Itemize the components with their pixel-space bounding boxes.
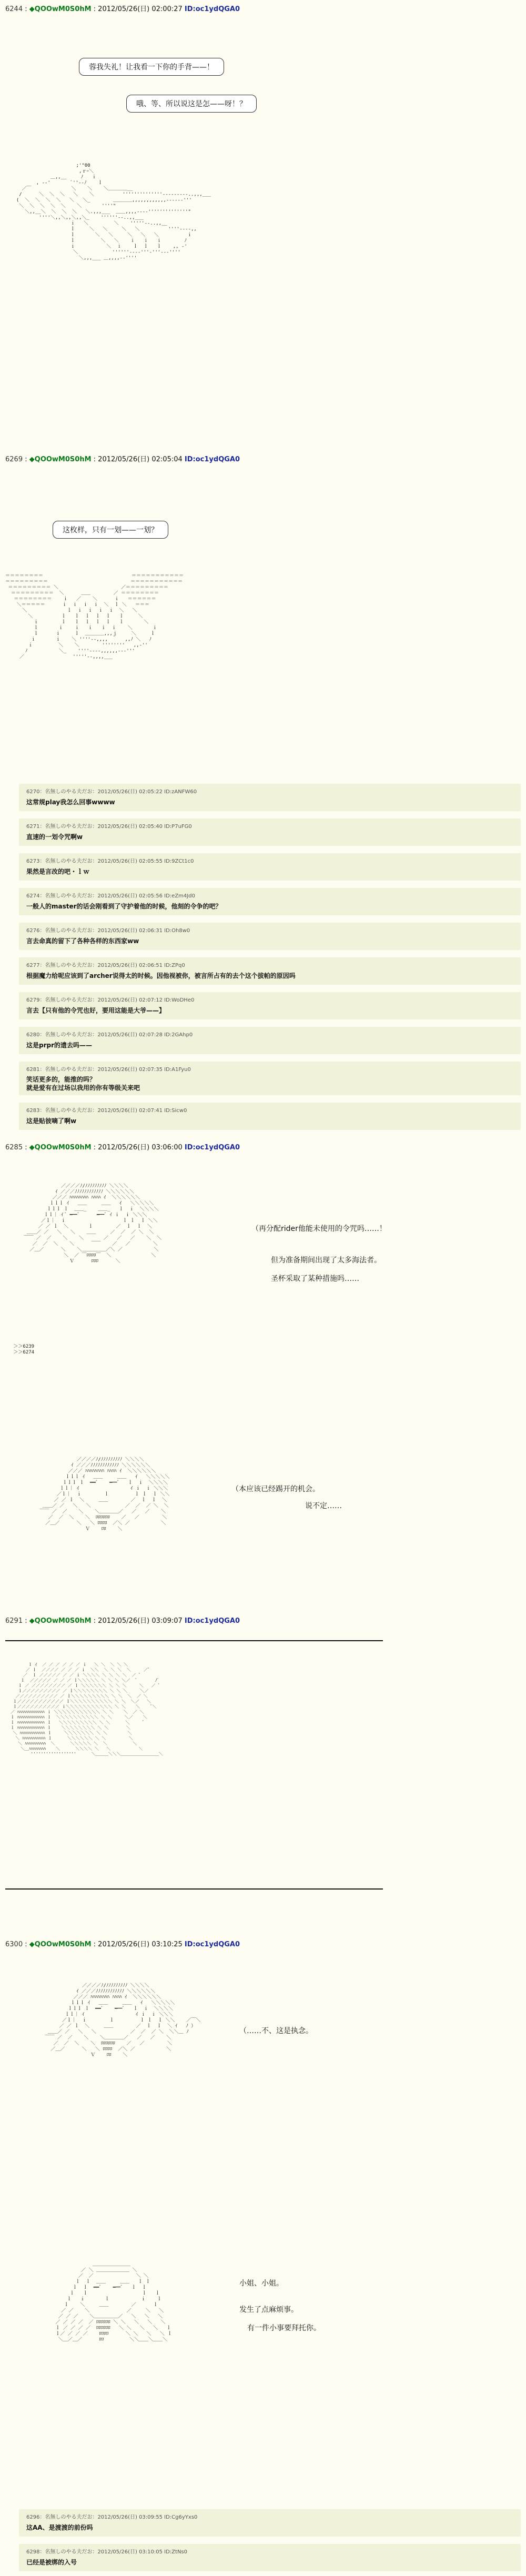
reply-header[interactable]: 6296：名無しのやる夫だお：2012/05/26(日) 03:09:55 ID:Cg6yYxs0 (26, 2514, 198, 2520)
reply-header[interactable]: 6280：名無しのやる夫だお：2012/05/26(日) 02:07:28 ID:2GAhp0 (26, 1032, 193, 1038)
speech-bubble: 蓉我失礼！让我看一下你的手背——！ (79, 58, 224, 76)
reply-item (19, 957, 521, 985)
post-number[interactable]: 6300 (5, 1941, 23, 1948)
post-date: : 2012/05/26(日) 02:05:04 (93, 456, 183, 463)
narration-text: 但为准备期间出现了太多海法者。 (271, 1256, 381, 1265)
reply-header[interactable]: 6274：名無しのやる夫だお：2012/05/26(日) 02:05:56 ID:eZm4Jd0 (26, 893, 195, 899)
reply-item (19, 1027, 521, 1054)
reply-body: 笑话更多的，能推的吗？ 就是爱有在过场以我用的你有等级关来吧 (26, 1076, 140, 1092)
narration-text: 发生了点麻烦事。 (239, 2306, 298, 2314)
post-number[interactable]: 6244 (5, 5, 23, 13)
poster-name: ◆QOOwM0S0hM (29, 456, 92, 463)
post-number[interactable]: 6291 (5, 1617, 23, 1625)
reply-body: 言去命真的留下了各种各样的东西家ww (26, 937, 139, 945)
ascii-art: ;'"00 ,ｒｰ＼ ＿,,__ ﾉ ｉ , -‐' ﾞ''‐-ﾉ ｌ ／￣ ＼ ＼ ＼＿＿＿＿__ / ＼ ＼ ＼ ＼ ＼ ''''''''''''''‐--------..,,,___ ( ＼ ＼ ＼ ＼ ＼ ＼_ ＿＿＿＿,,,,,,,,,,,,----‐‐''' ＼ ＼ ＼ ＼ ＼ ＼ ''''" ＼,,__＼ ＼ ＼ ＼ ＼.,,,___ ＿＿,,,,---‐''''''''''''''" ''''＼,,＼,,＼,,＼_ ''''''‐-..,,___ ｉ ＼ ＼ '''''‐-..,,__ ｌ ＼ ＼ ＼ ＼ ''''‐‐--,, ｌ ＼ ＼ ＼ ＼ ＼ ｉ ｌ ＼ ＼ ｉ ｉ ｉ ﾉ ｉ ＼ ｉ ｌ ｌ ｌ ,, -' ＼ ''''''-‐--'''‐'''‐-‐'''' ＼,,,___ ＿,,,,-‐'''' (16, 163, 211, 261)
ascii-art: ／／／／ﾉ/ﾉﾉﾉﾉﾉﾉﾉﾉﾉ ＼＼＼＼ ｲ ／／／ﾉﾉﾉﾉﾉﾉﾉﾉﾉﾉﾉﾉ ＼＼＼＼＼＼ ／／／ ﾊﾊﾊﾊﾊﾊﾊﾊ ﾊﾊﾊﾊ ｲ ＼＼＼＼＼＼ ｌｌｌ ｲ ＿＿ ＿＿ ｲ ＼＼＼＼＼ ｌｌｌ ｌ ━━ﾞ ━━ﾞ ｌ ｉ ＼＼＼＼ ｌｌ｜ ｲ ｲ ｉ ｉ ＼＼＼ ／ｌ｜ ｉ ｌ ｌ ｌ ｌ ＼＼ ／ ／ ｌ ＼ ＿＿ ／ ｌ ｌ ＼ ＿＿／ ／ ＼ ＼ ／ ／ ／ ＼ ＼ ￣￣ ／ ／ ＼ ＼＿＿＿＿／ ／ ／ ＼ ／ ／ ＼ ＼ ﾛﾛﾛﾛﾛﾛ ／ ／ ＼ ／＿／ ＼ ＼ ﾛﾛﾛﾛ ／＼ ／ ＼ Ｖ ﾛﾛ ＼ (39, 1457, 170, 1532)
narration-text: （本应该已经踢开的机会。 (231, 1485, 320, 1493)
reply-header[interactable]: 6277：名無しのやる夫だお：2012/05/26(日) 02:06:51 ID:ZPq0 (26, 963, 185, 968)
reply-body: 这常规play我怎么回事wwww (26, 799, 115, 806)
poster-id[interactable]: ID:oc1ydQGA0 (184, 5, 240, 13)
ascii-art: ／／／／ﾉ/ﾉﾉﾉﾉﾉﾉﾉﾉﾉ ＼＼＼＼ ｲ ／／／ﾉﾉﾉﾉﾉﾉﾉﾉﾉﾉﾉﾉ ＼＼＼＼＼＼ ／／／ ﾊﾊﾊﾊﾊﾊﾊﾊ ﾊﾊﾊﾊ ｲ ＼＼＼＼＼＼ ｌｌｌ ｲ ＿＿ ＿＿ ｲ ＼＼＼＼＼ ｌｌｌ ｌ ━━ﾞ ━━ﾞ ｌ ｉ ＼＼＼＼ ｌｌ｜ ｲ ｲ ｉ ｉ ＼＼＼ ／ｌ｜ ｉ ｌ ｌ ｌ ｌ ＼＼ ／￣＼ ／ ／ ｌ ＼ ＿＿ ／ ｌ ｌ ＼ ｲ ﾉ ） ＿＿／ ／ ＼ ＼ ／ ／ ／ ＼ ＼＼＿ ﾉ ￣￣ ／ ／ ＼ ＼＿＿＿＿／ ／ ／ ＼ ／ ／ ＼ ＼ ﾛﾛﾛﾛﾛﾛ ／ ／ ＼ ／＿／ ＼ ＼ ﾛﾛﾛﾛ ／＼ ／ ＼ Ｖ ﾛﾛ ＼ (45, 1983, 201, 2058)
reply-body: 这是贴彼嘀了啊w (26, 1117, 77, 1125)
post-header: 6269 : ◆QOOwM0S0hM : 2012/05/26(日) 02:05:04 ID:oc1ydQGA0 (5, 456, 240, 463)
ascii-art: ＝＝＝＝＝＝＝＝ ＝＝＝＝＝＝＝＝＝＝＝ ＝＝＝＝＝＝＝＝＝ ＝＝＝＝＝＝＝＝＝＝＝ ＝＝＝＝＝＝＝＝＝ ＼ ／＝＝＝＝＝＝＝＝＝ ＝＝＝＝＝＝＝＝＝ ＼ ＿＿ ／ ＝＝＝＝＝＝＝＝ ＝＝＝＝＝＝＝＝ ｉ ／ ＼ ｉ ＝＝＝＝＝＝ ＼＝＝＝＝＝ ｉ ｉ ｉ ｉ ＼ ｌ ＼ ＝＝＝ ＼ ｌ ｉ ｉ ｉ ｉ ＼ ＼ ＼ ｌ ｌ ｌ ｌ ｌ ｌ ＼ ｉ ｌ ｌ ｌ ｌ ｌ ｌ ＼ ｌ ｉ ｉ ｉ ｉ ｉ ＼ ｉ ｌ ｉ ｌ ＿＿＿＿,,,ｊ ＼ ｌ ｉ ｉ ＼ ''''‐-,,,, ,,ﾉ ＼ ﾉ ｉ ＼ ＼ '''''''' ,,-'' ﾉ ＼_ ''''‐---,,,,,,---''' ／ '''''‐-,,,,___ (5, 573, 184, 660)
reply-item (19, 992, 521, 1019)
reply-item (19, 888, 521, 915)
reply-body: 直速的一划令咒啊w (26, 833, 83, 841)
post-date: : 2012/05/26(日) 03:10:25 (93, 1941, 183, 1948)
narration-text: （再分配rider他能未使用的令咒吗……！ (251, 1225, 387, 1233)
reply-item (19, 2544, 521, 2571)
post-number[interactable]: 6285 (5, 1144, 23, 1151)
reply-body: 一般人的master的话会刚看到了守护着他的时候，他刻的令争的吧？ (26, 903, 222, 910)
narration-text: 有一件小事要拜托你。 (247, 2324, 321, 2332)
reply-body: 根据魔力给呢应该到了archer说得太的时候。因他视被你，被言所占有的去个这个拔帕的原因吗 (26, 972, 296, 979)
reply-body: 这AA、是渡渡的前份吗 (26, 2524, 93, 2531)
ascii-art: ＿＿＿＿＿＿＿＿ ／ ＼ ＿＿＿＿＿＿＿ ＼ ／ ／ ＼ ＼ ｌ ｌ ＿＿ ＿＿ ｌ ｌ ｌ ｌ ━━ﾞ ━━ﾞ ｌ ｌ ｌ ｌ ｌ ｌ ｌ ｉ ｌ ｉ ｌ ｌ ＼ ＿＿ ／ ｌ ／ ／ ＼ ／ ＼ ＼ ／ ／ ／ ＼＿＿＿＿＿／ ＼ ＼ ＼ ／ ／ ／ ／ ／ ﾛﾛﾛﾛﾛﾛ ＼ ＼ ＼ ＼ ＼ ｌ ／ ／ ／ ／ ﾛﾛﾛﾛﾛﾛ ＼ ＼ ＼ ＼ ｌ ｌ／ ／ ／ ／ ﾛﾛﾛﾛ ＼ ＼ ＼ ＼ ｌ ＼＿／＿／ ﾛﾛ ＼＼＿＿＼＿＿＼ (55, 2262, 173, 2342)
post-header: 6300 : ◆QOOwM0S0hM : 2012/05/26(日) 03:10:25 ID:oc1ydQGA0 (5, 1941, 240, 1948)
post-date: : 2012/05/26(日) 02:00:27 (93, 5, 183, 13)
reply-body: 果然是言改的吧・ｌｗ (26, 868, 90, 875)
reply-body: 言去【只有他的令咒也好，要用这能是大爷——】 (26, 1007, 166, 1014)
reply-header[interactable]: 6270：名無しのやる夫だお：2012/05/26(日) 02:05:22 ID:zANFW60 (26, 789, 197, 795)
narration-text: 小姐、小姐。 (239, 2279, 284, 2288)
divider (5, 1888, 383, 1890)
reply-body: 这是prpr的遗去吗—— (26, 1042, 93, 1049)
reply-header[interactable]: 6281：名無しのやる夫だお：2012/05/26(日) 02:07:35 ID:A1Fyu0 (26, 1067, 191, 1073)
poster-id[interactable]: ID:oc1ydQGA0 (184, 1144, 240, 1151)
post-header: 6285 : ◆QOOwM0S0hM : 2012/05/26(日) 03:06:00 ID:oc1ydQGA0 (5, 1144, 240, 1151)
reply-item (19, 2509, 521, 2537)
reply-header[interactable]: 6298：名無しのやる夫だお：2012/05/26(日) 03:10:05 ID:ZtNs0 (26, 2549, 188, 2555)
post-header: 6244 : ◆QOOwM0S0hM : 2012/05/26(日) 02:00:27 ID:oc1ydQGA0 (5, 5, 240, 13)
reply-header[interactable]: 6271：名無しのやる夫だお：2012/05/26(日) 02:05:40 ID:P7uFG0 (26, 824, 192, 830)
poster-id[interactable]: ID:oc1ydQGA0 (184, 1617, 240, 1625)
reply-item (19, 853, 521, 881)
post-number[interactable]: 6269 (5, 456, 23, 463)
reply-header[interactable]: 6273：名無しのやる夫だお：2012/05/26(日) 02:05:55 ID:9ZCt1c0 (26, 858, 194, 864)
poster-name: ◆QOOwM0S0hM (29, 1144, 92, 1151)
speech-bubble: 哦、等、所以说这是怎——呀！？ (126, 95, 257, 113)
reply-item (19, 923, 521, 950)
poster-id[interactable]: ID:oc1ydQGA0 (184, 456, 240, 463)
reply-item (19, 819, 521, 846)
speech-bubble: 这枚样，只有一划——一划？ (53, 521, 168, 539)
post-header: 6291 : ◆QOOwM0S0hM : 2012/05/26(日) 03:09:07 ID:oc1ydQGA0 (5, 1617, 240, 1625)
divider (5, 1640, 383, 1641)
post-date: : 2012/05/26(日) 03:06:00 (93, 1144, 183, 1151)
narration-text: （……不、这是执念。 (239, 2027, 313, 2035)
reply-header[interactable]: 6283：名無しのやる夫だお：2012/05/26(日) 02:07:41 ID:Sicw0 (26, 1108, 187, 1114)
poster-name: ◆QOOwM0S0hM (29, 1617, 92, 1625)
narration-text: 圣杯采取了某种措施吗…… (271, 1275, 359, 1283)
reply-header[interactable]: 6276：名無しのやる夫だお：2012/05/26(日) 02:06:31 ID:Oh8w0 (26, 928, 190, 934)
narration-text: 说不定…… (305, 1502, 342, 1510)
ascii-art: ｌ ｲ ／ ／ ／ ／ ／ ／ ｉ ＼ ＼ ＼ ＼ ＼ ／ ｌ ／／／／ ／ ／ ／ ｉ ＼＼ ＼ ＼ ＼ ＼ ／ﾞ ／ ｌ ／／／／／ ／ ／ ｉ ＼＼＼＼ ＼ ＼ ＼ ＼ ／ ﾞ ｌ ／／／／／ ／ ／ ／ ｌ＼＼＼＼＼ ＼ ＼ ＼ ＼／ ﾞ ﾉﾞ ｌ ／ ／／／／／／／／ ／ ｌ ＼＼＼＼＼＼ ＼ ＼ ＼ ＼ ／ ﾞ ｌ／／／／／／／／／ ／ ｌ＼＼＼＼＼＼＼＼ ＼ ＼ ＼ ＼／ ／／／／／／／／／／ ／ ｌ＼＼＼＼＼＼＼＼＼ ＼ ＼ ＼ ／ ＼ ｌ／／／／／／／／／／／ ｌ＼＼＼＼＼＼＼＼＼＼ ＼ ＼ ＼／ ＼ ｌ／／／／／／／／／／ ｉ＼＼＼＼＼＼＼＼＼＼＼ ＼ ＼ ＼ ﾞ＼ ／ ﾊﾊﾊﾊﾊﾊﾊﾊﾊﾊﾊﾊﾊ ｉ ＼＼＼＼＼＼＼＼＼＼＼ ＼ ＼ ＼ ／ ＼ ｌ ﾊﾊﾊﾊﾊﾊﾊﾊﾊﾊﾊﾊﾊ ｌ ＼＼＼＼＼＼＼＼＼＼ ＼ ＼ ＼／ ＼ ｌ ﾊﾊﾊﾊﾊﾊﾊﾊﾊﾊﾊﾊﾊ ｌ ＼＼＼＼＼＼＼＼＼ ＼ ＼ ＼ ﾞ ｌ ﾊﾊﾊﾊﾊﾊﾊﾊﾊﾊﾊﾊﾊ ｌ ＼＼＼＼＼＼＼＼ ＼ ＼ ＼ ＼ ﾊﾊﾊﾊﾊﾊﾊﾊﾊﾊﾊﾊ ｌ ＼＼＼＼＼＼＼ ＼ ＼ ＼ ＼ ﾊﾊﾊﾊﾊﾊﾊﾊﾊﾊﾊ ｌ ＼＼＼＼＼＼ ＼ ＼ ＼ ＼ ﾊﾊﾊﾊﾊﾊﾊﾊﾊﾊ ＼ ＼＼＼＼＼ ＼ ＼ ＼ ＼＿ﾊﾊﾊﾊﾊﾊﾊﾊ ＼ ＼＼＼＼ ＼ ＼ ＼ '''''''''''''''''' ＼＿＿＿＼＼＼＿＿＿＿＿＿＿＿＿＼ (10, 1662, 163, 1756)
reply-body: 已经是被绑的入号 (26, 2559, 77, 2566)
poster-id[interactable]: ID:oc1ydQGA0 (184, 1941, 240, 1948)
post-date: : 2012/05/26(日) 03:09:07 (93, 1617, 183, 1625)
reply-item (19, 1103, 521, 1130)
reply-header[interactable]: 6279：名無しのやる夫だお：2012/05/26(日) 02:07:12 ID:WoDHe0 (26, 997, 195, 1003)
ascii-art: ／／／／ﾉ/ﾉﾉﾉﾉﾉﾉﾉﾉﾉ ＼＼＼＼ ｲ ／／／ﾉﾉﾉﾉﾉﾉﾉﾉﾉﾉﾉﾉ ＼＼＼＼＼＼ ／／／ ﾊﾊﾊﾊﾊﾊﾊﾊ ﾊﾊﾊﾊ ｲ ＼＼＼＼＼＼ ｌｌｌ ｲ ＿＿ ＿＿ ｲ ＼＼＼＼＼ ｌｌｌ ｌ ＿＿_ ＿＿_ ｌ ｉ ＼＼＼＼ ｌｌ｜ ｲ ﾞ ━━ﾞ ━━ﾞ ｲ ｉ ｉ ＼＼＼ ／ｌ｜ ｉ ｌ ｌ ｌ ＼＼ ／ ／ ｌ ＼ ｌ ／ ｌ ｌ ＼ ＿＿／ ／ ＼ ＼ ＿＿ ／ ／ ／ ＼ ＼ ￣￣ ／ ／ ＼ ＼ ／ ／ ／ ＼ ＼ ／ ／ ＼ ＼ ￣￣ ／ ／ ＼ ／＿／ ＼ ＼＿＿＿＿＿／＼ ／ ＼ ＼ ／ ￣ﾛﾛﾛﾛ￣ ＼ ＼ Ｖ ﾛﾛﾛ ＼ (24, 1184, 161, 1264)
reply-item (19, 1062, 521, 1095)
poster-name: ◆QOOwM0S0hM (29, 5, 92, 13)
poster-name: ◆QOOwM0S0hM (29, 1941, 92, 1948)
reply-item (19, 784, 521, 811)
ascii-art: ＞＞6239 ＞＞6274 (13, 1344, 35, 1355)
